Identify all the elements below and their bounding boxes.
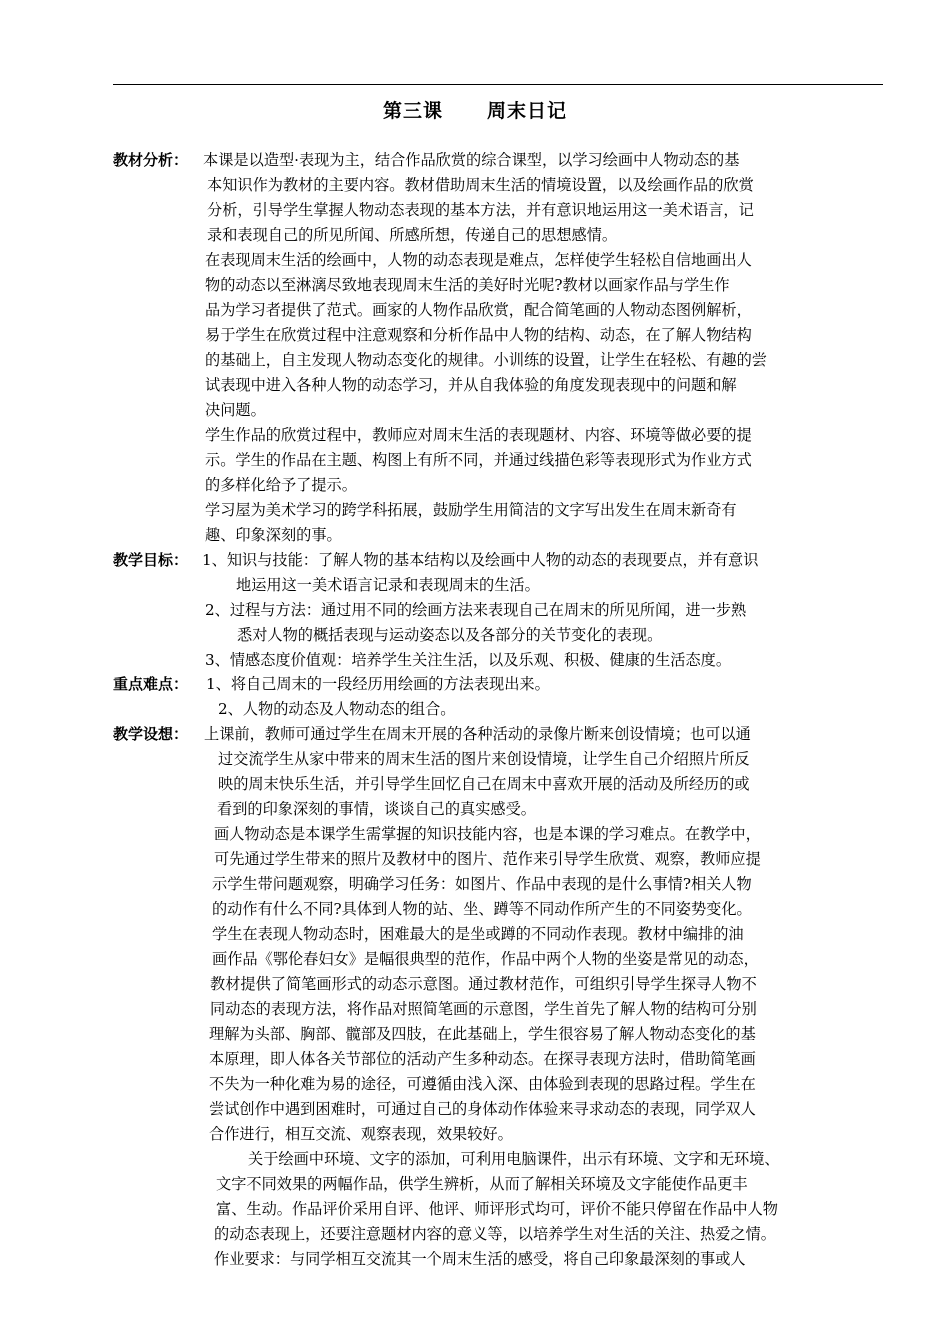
text-line: 的动态表现上，还要注意题材内容的意义等，以培养学生对生活的关注、热爱之情。 [214,1225,776,1243]
text-line: 文字不同效果的两幅作品，供学生辨析，从而了解相关环境及文字能使作品更丰 [216,1175,748,1193]
text-line: 在表现周末生活的绘画中，人物的动态表现是难点，怎样使学生轻松自信地画出人 [205,251,752,269]
text-line: 画作品《鄂伦春妇女》是幅很典型的范作，作品中两个人物的坐姿是常见的动态， [212,950,759,968]
lesson-name: 周末日记 [487,100,568,122]
text-line: 趣、印象深刻的事。 [205,526,342,544]
text-line: 理解为头部、胸部、髋部及四肢，在此基础上，学生很容易了解人物动态变化的基 [209,1025,756,1043]
text-line: 录和表现自己的所见所闻、所感所想，传递自己的思想感情。 [207,226,618,244]
text-line: 地运用这一美术语言记录和表现周末的生活。 [236,576,540,594]
label-key-points: 重点难点： [113,675,189,693]
label-analysis: 教材分析： [113,151,189,169]
text-line: 悉对人物的概括表现与运动姿态以及各部分的关节变化的表现。 [237,626,663,644]
text-line: 1、将自己周末的一段经历用绘画的方法表现出来。 [206,675,550,693]
text-line: 映的周末快乐生活，并引导学生回忆自己在周末中喜欢开展的活动及所经历的或 [218,775,750,793]
text-line: 3、情感态度价值观：培养学生关注生活，以及乐观、积极、健康的生活态度。 [205,651,732,669]
text-line: 不失为一种化难为易的途径，可遵循由浅入深、由体验到表现的思路过程。学生在 [209,1075,756,1093]
text-line: 画人物动态是本课学生需掌握的知识技能内容，也是本课的学习难点。在教学中， [214,825,761,843]
text-line: 2、人物的动态及人物动态的组合。 [218,700,456,718]
text-line: 富、生动。作品评价采用自评、他评、师评形式均可，评价不能只停留在作品中人物 [216,1200,778,1218]
text-line: 本原理，即人体各关节部位的活动产生多种动态。在探寻表现方法时，借助简笔画 [209,1050,756,1068]
text-line: 教材提供了简笔画形式的动态示意图。通过教材范作，可组织引导学生探寻人物不 [210,975,757,993]
text-line: 合作进行，相互交流、观察表现，效果较好。 [209,1125,513,1143]
text-line: 2、过程与方法：通过用不同的绘画方法来表现自己在周末的所见所闻，进一步熟 [205,601,747,619]
text-line: 上课前，教师可通过学生在周末开展的各种活动的录像片断来创设情境；也可以通 [204,725,751,743]
text-line: 可先通过学生带来的照片及教材中的图片、范作来引导学生欣赏、观察，教师应提 [214,850,761,868]
text-line: 尝试创作中遇到困难时，可通过自己的身体动作体验来寻求动态的表现，同学双人 [209,1100,756,1118]
text-line: 示。学生的作品在主题、构图上有所不同，并通过线描色彩等表现形式为作业方式 [205,451,752,469]
text-line: 1、知识与技能：了解人物的基本结构以及绘画中人物的动态的表现要点，并有意识 [202,551,759,569]
text-line: 同动态的表现方法，将作品对照简笔画的示意图，学生首先了解人物的结构可分别 [210,1000,757,1018]
text-line: 学习屋为美术学习的跨学科拓展，鼓励学生用简洁的文字写出发生在周末新奇有 [205,501,737,519]
text-line: 的多样化给予了提示。 [205,476,357,494]
text-line: 本知识作为教材的主要内容。教材借助周末生活的情境设置，以及绘画作品的欣赏 [207,176,754,194]
text-line: 物的动态以至淋漓尽致地表现周末生活的美好时光呢?教材以画家作品与学生作 [205,276,730,294]
text-line: 学生作品的欣赏过程中，教师应对周末生活的表现题材、内容、环境等做必要的提 [205,426,752,444]
page-title [0,96,950,123]
text-line: 决问题。 [205,401,266,419]
text-line: 关于绘画中环境、文字的添加，可利用电脑课件，出示有环境、文字和无环境、 [248,1150,780,1168]
text-line: 易于学生在欣赏过程中注意观察和分析作品中人物的结构、动态，在了解人物结构 [205,326,752,344]
text-line: 本课是以造型·表现为主，结合作品欣赏的综合课型，以学习绘画中人物动态的基 [203,151,740,169]
lesson-number: 第三课 [382,100,443,122]
text-line: 学生在表现人物动态时，困难最大的是坐或蹲的不同动作表现。教材中编排的油 [212,925,744,943]
text-line: 示学生带问题观察，明确学习任务：如图片、作品中表现的是什么事情?相关人物 [212,875,752,893]
label-goals: 教学目标： [113,551,189,569]
text-line: 作业要求：与同学相互交流其一个周末生活的感受，将自己印象最深刻的事或人 [214,1250,746,1268]
text-line: 过交流学生从家中带来的周末生活的图片来创设情境，让学生自己介绍照片所反 [218,750,750,768]
text-line: 分析，引导学生掌握人物动态表现的基本方法，并有意识地运用这一美术语言，记 [207,201,754,219]
text-line: 试表现中进入各种人物的动态学习，并从自我体验的角度发现表现中的问题和解 [205,376,737,394]
text-line: 的动作有什么不同?具体到人物的站、坐、蹲等不同动作所产生的不同姿势变化。 [212,900,752,918]
text-line: 的基础上，自主发现人物动态变化的规律。小训练的设置，让学生在轻松、有趣的尝 [205,351,767,369]
header-rule [113,84,883,85]
text-line: 品为学习者提供了范式。画家的人物作品欣赏，配合简笔画的人物动态图例解析， [205,301,752,319]
text-line: 看到的印象深刻的事情，谈谈自己的真实感受。 [217,800,536,818]
label-design: 教学设想： [113,725,189,743]
